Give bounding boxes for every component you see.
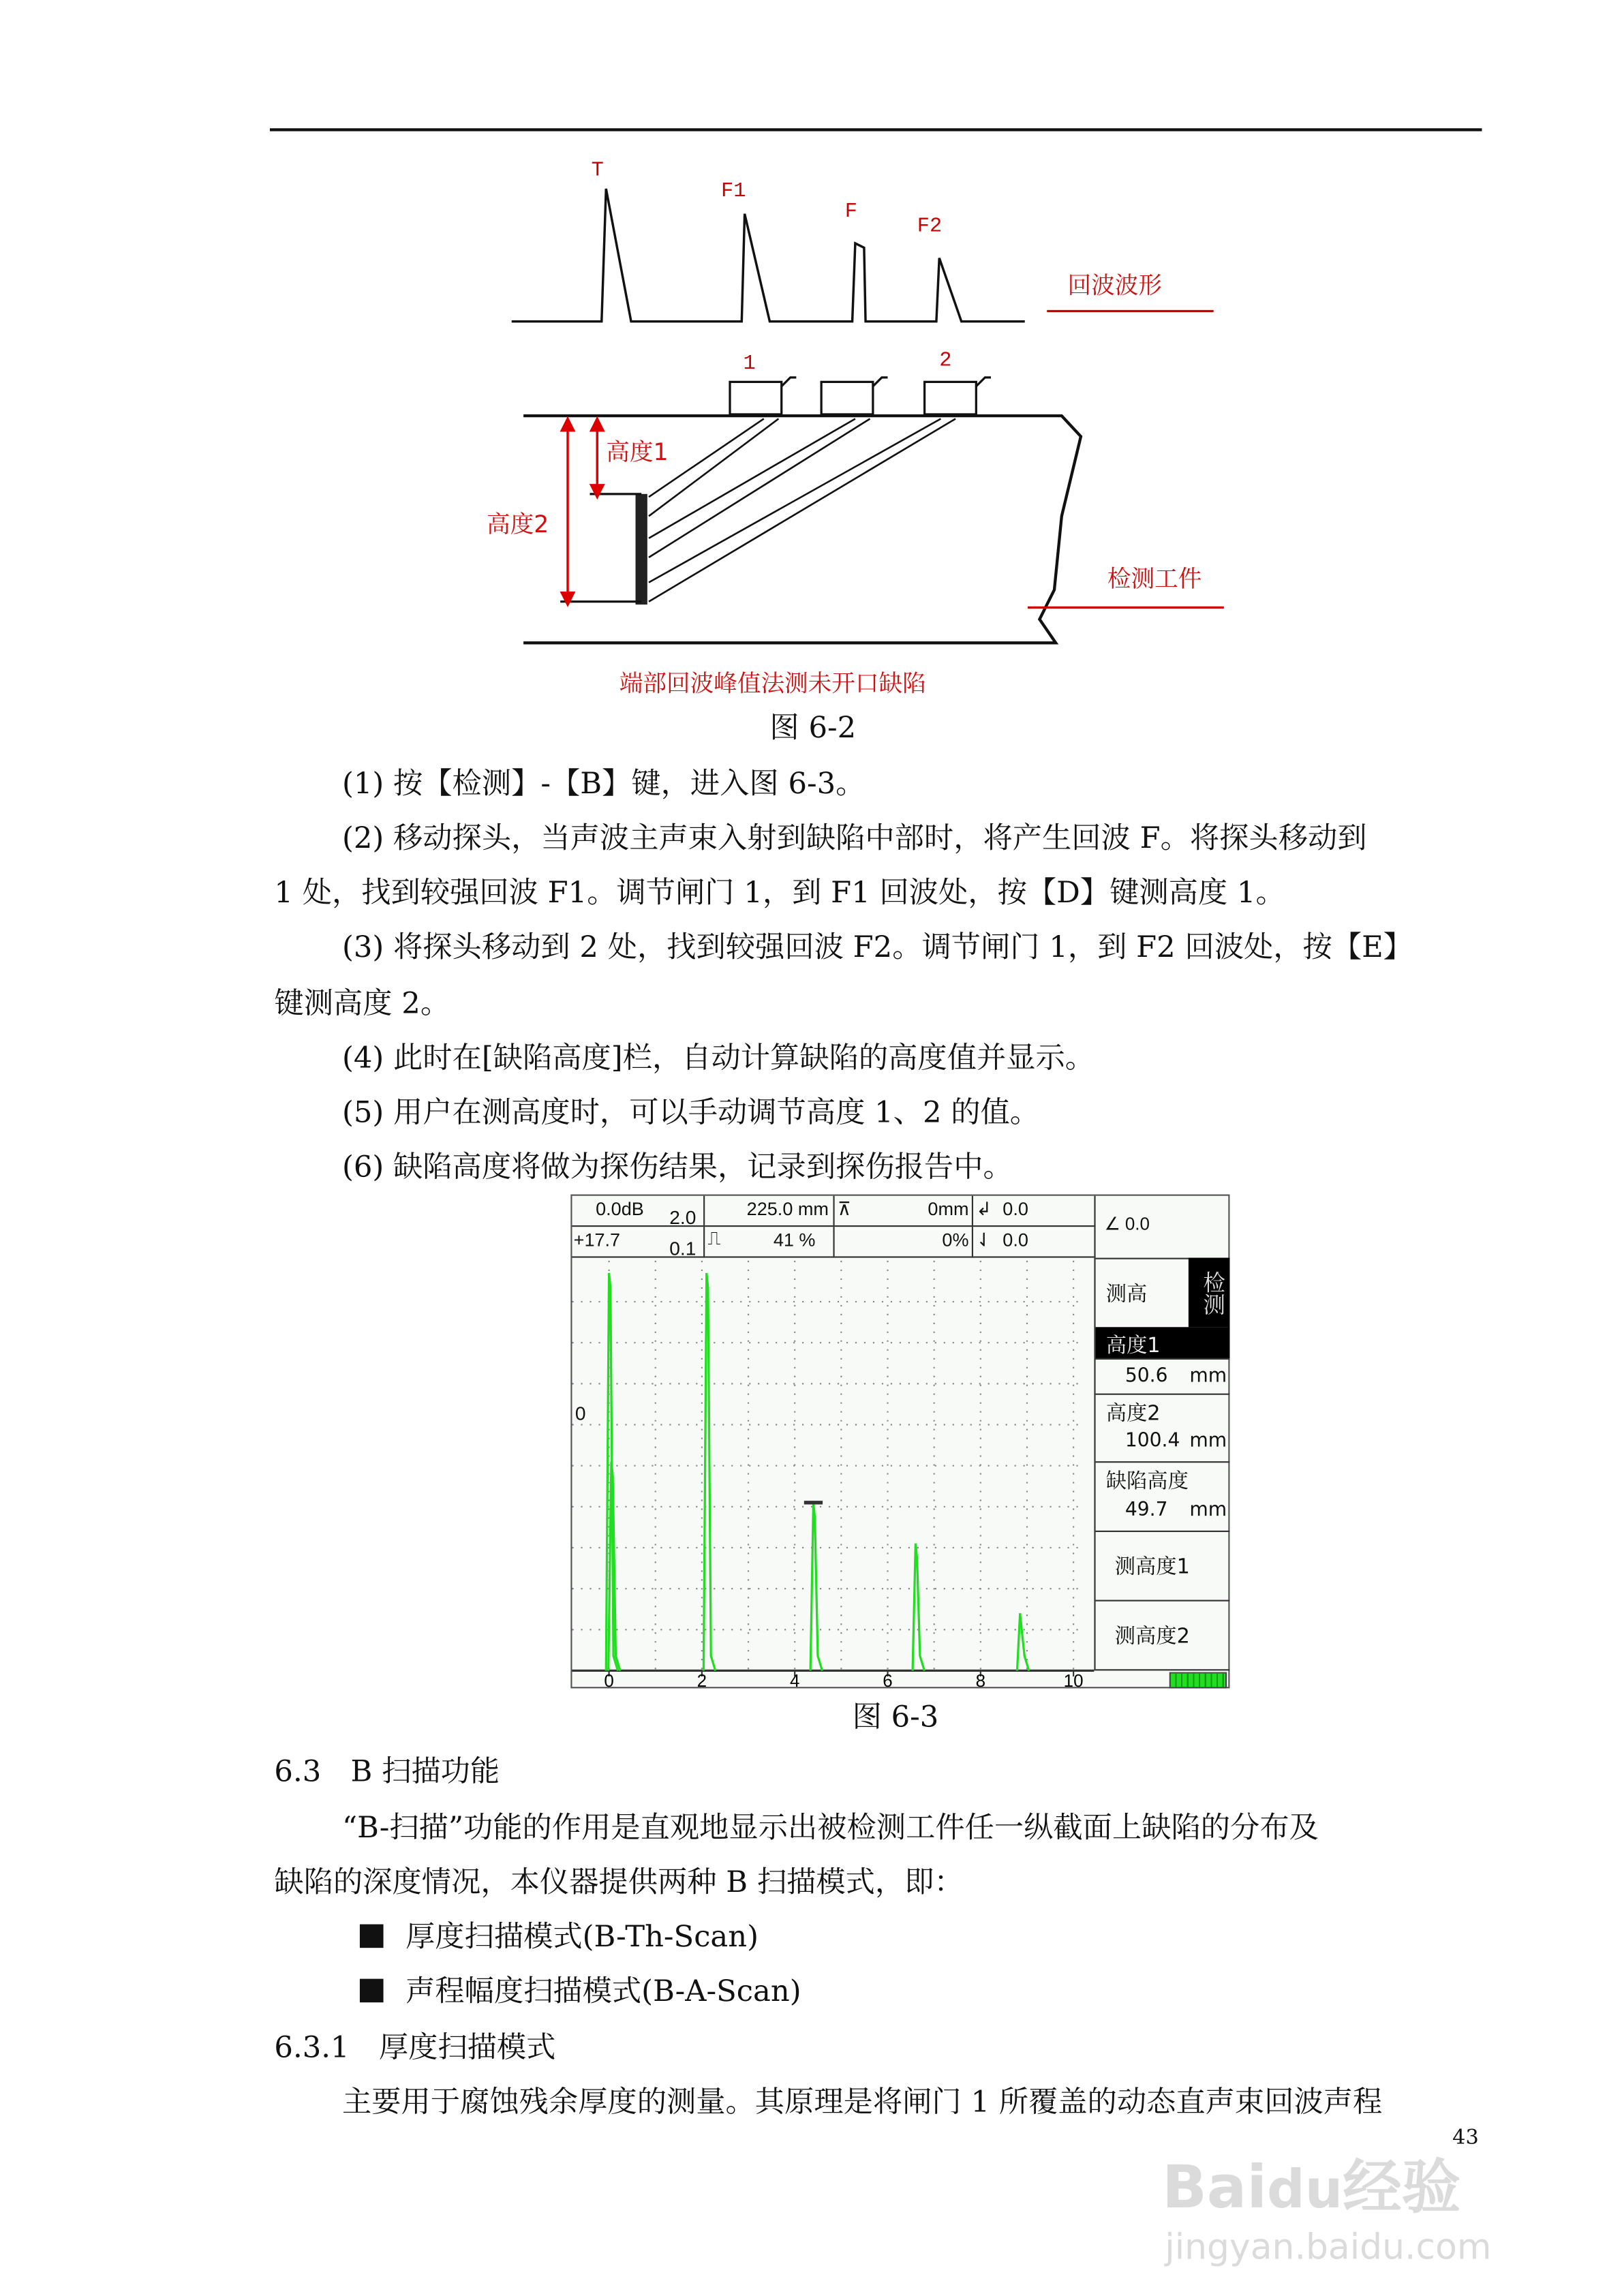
flaw-detector-screen [570,1195,1229,1689]
watermark-url: jingyan.baidu.com [1165,2226,1492,2268]
probe-info: 0.0 [1124,1213,1150,1234]
probe-angle-icon: ∠ [1104,1213,1120,1234]
down-arrow-icon: ⇃ [976,1229,992,1251]
height1-value: 50.6 [1124,1365,1168,1388]
gain-offset: +17.7 [573,1229,621,1251]
step-4: (4) 此时在[缺陷高度]栏，自动计算缺陷的高度值并显示。 [341,1039,1095,1075]
step-5: (5) 用户在测高度时，可以手动调节高度 1、2 的值。 [341,1094,1040,1130]
bullet-1: 厚度扫描模式(B-Th-Scan) [406,1918,759,1954]
menu-tab-inspect[interactable]: 检测 [1189,1258,1230,1328]
echo-peak [703,1273,715,1670]
step-6: (6) 缺陷高度将做为探伤结果，记录到探伤报告中。 [341,1148,1013,1184]
probe-delay-icon: ⊼ [837,1199,851,1220]
x-tick-label: 0 [604,1670,614,1689]
section-6-3-heading: 6.3 B 扫描功能 [274,1753,500,1789]
x-tick-label: 2 [697,1670,707,1689]
measure-height1-button[interactable] [1096,1532,1230,1602]
echo-waveform-label: 回波波形 [1067,271,1162,300]
step-2-cont: 1 处，找到较强回波 F1。调节闸门 1，到 F1 回波处，按【D】键测高度 1。 [274,874,1285,910]
peak-label-t: T [591,159,604,183]
y-axis-label: 0 [575,1402,586,1425]
height1-label: 高度1 [606,438,669,466]
measure-height1-label: 测高度1 [1114,1555,1190,1580]
probe-label-2: 2 [939,349,952,373]
a-scan-plot [572,1258,1095,1689]
delay-percent: 0% [942,1229,969,1251]
bullet-icon [360,1925,384,1948]
height2-label: 高度2 [1105,1402,1161,1426]
step-2: (2) 移动探头，当声波主声束入射到缺陷中部时，将产生回波 F。将探头移动到 [341,819,1367,855]
gate-icon: ⎍ [707,1228,721,1249]
section-6-3-1-para: 主要用于腐蚀残余厚度的测量。其原理是将闸门 1 所覆盖的动态直声束回波声程 [341,2083,1383,2119]
workpiece-label: 检测工件 [1107,564,1202,593]
echo-peak [913,1544,924,1670]
height-arrows [562,418,603,604]
peak-label-f: F [844,200,857,224]
gate-amplitude: 41 % [773,1229,816,1251]
height2-value: 100.4 [1124,1430,1180,1453]
x-tick-label: 10 [1063,1670,1084,1689]
step-3: (3) 将探头移动到 2 处，找到较强回波 F2。调节闸门 1，到 F2 回波处，按【E】 [341,929,1413,965]
range-value: 225.0 mm [746,1199,829,1220]
height2-label: 高度2 [487,510,549,538]
gain-step: 2.0 [669,1206,697,1229]
bullet-icon [360,1979,384,2003]
section-6-3-para-2: 缺陷的深度情况，本仪器提供两种 B 扫描模式，即： [274,1863,964,1899]
measure-height2-button[interactable] [1096,1602,1230,1671]
defect-height-label: 缺陷高度 [1105,1470,1189,1494]
defect-height-unit: mm [1189,1499,1227,1522]
x-tick-label: 6 [883,1670,893,1689]
probes [730,378,991,414]
angle1-value: 0.0 [1003,1199,1028,1220]
probe-label-1: 1 [743,352,756,376]
section-6-3-para-1: “B-扫描”功能的作用是直观地显示出被检测工件任一纵截面上缺陷的分布及 [341,1809,1319,1845]
figure-6-2-diagram [0,0,1622,708]
height1-unit: mm [1189,1365,1227,1388]
defect [636,494,647,604]
height2-unit: mm [1189,1430,1227,1453]
battery-indicator [1169,1672,1227,1689]
height1-label: 高度1 [1105,1334,1161,1358]
page-number: 43 [1452,2126,1479,2150]
defect-height-value: 49.7 [1124,1499,1168,1522]
peak-label-f1: F1 [721,179,746,204]
gain-value: 0.0dB [596,1199,644,1220]
figure-6-3-caption: 图 6-3 [852,1698,939,1734]
peak-label-f2: F2 [917,215,943,239]
beam-paths [649,418,955,601]
diagram-caption: 端部回波峰值法测未开口缺陷 [619,669,926,698]
delay-value: 0mm [928,1199,969,1220]
angle2-value: 0.0 [1003,1229,1028,1251]
x-tick-label: 4 [789,1670,800,1689]
x-tick-label: 8 [975,1670,986,1689]
echo-waveform [512,189,1025,322]
mode-label: 测高 [1105,1283,1148,1306]
watermark-logo: Baidu经验 [1161,2154,1461,2222]
angle-icon: ↲ [976,1199,992,1220]
section-6-3-1-heading: 6.3.1 厚度扫描模式 [274,2029,556,2065]
step-1: (1) 按【检测】-【B】键，进入图 6-3。 [341,765,866,801]
step-3-cont: 键测高度 2。 [274,985,450,1021]
bullet-2: 声程幅度扫描模式(B-A-Scan) [406,1972,801,2008]
measure-height2-label: 测高度2 [1114,1625,1190,1649]
figure-6-2-caption: 图 6-2 [769,709,857,745]
echo-peak [810,1503,822,1671]
gain-step-fine: 0.1 [669,1237,697,1259]
